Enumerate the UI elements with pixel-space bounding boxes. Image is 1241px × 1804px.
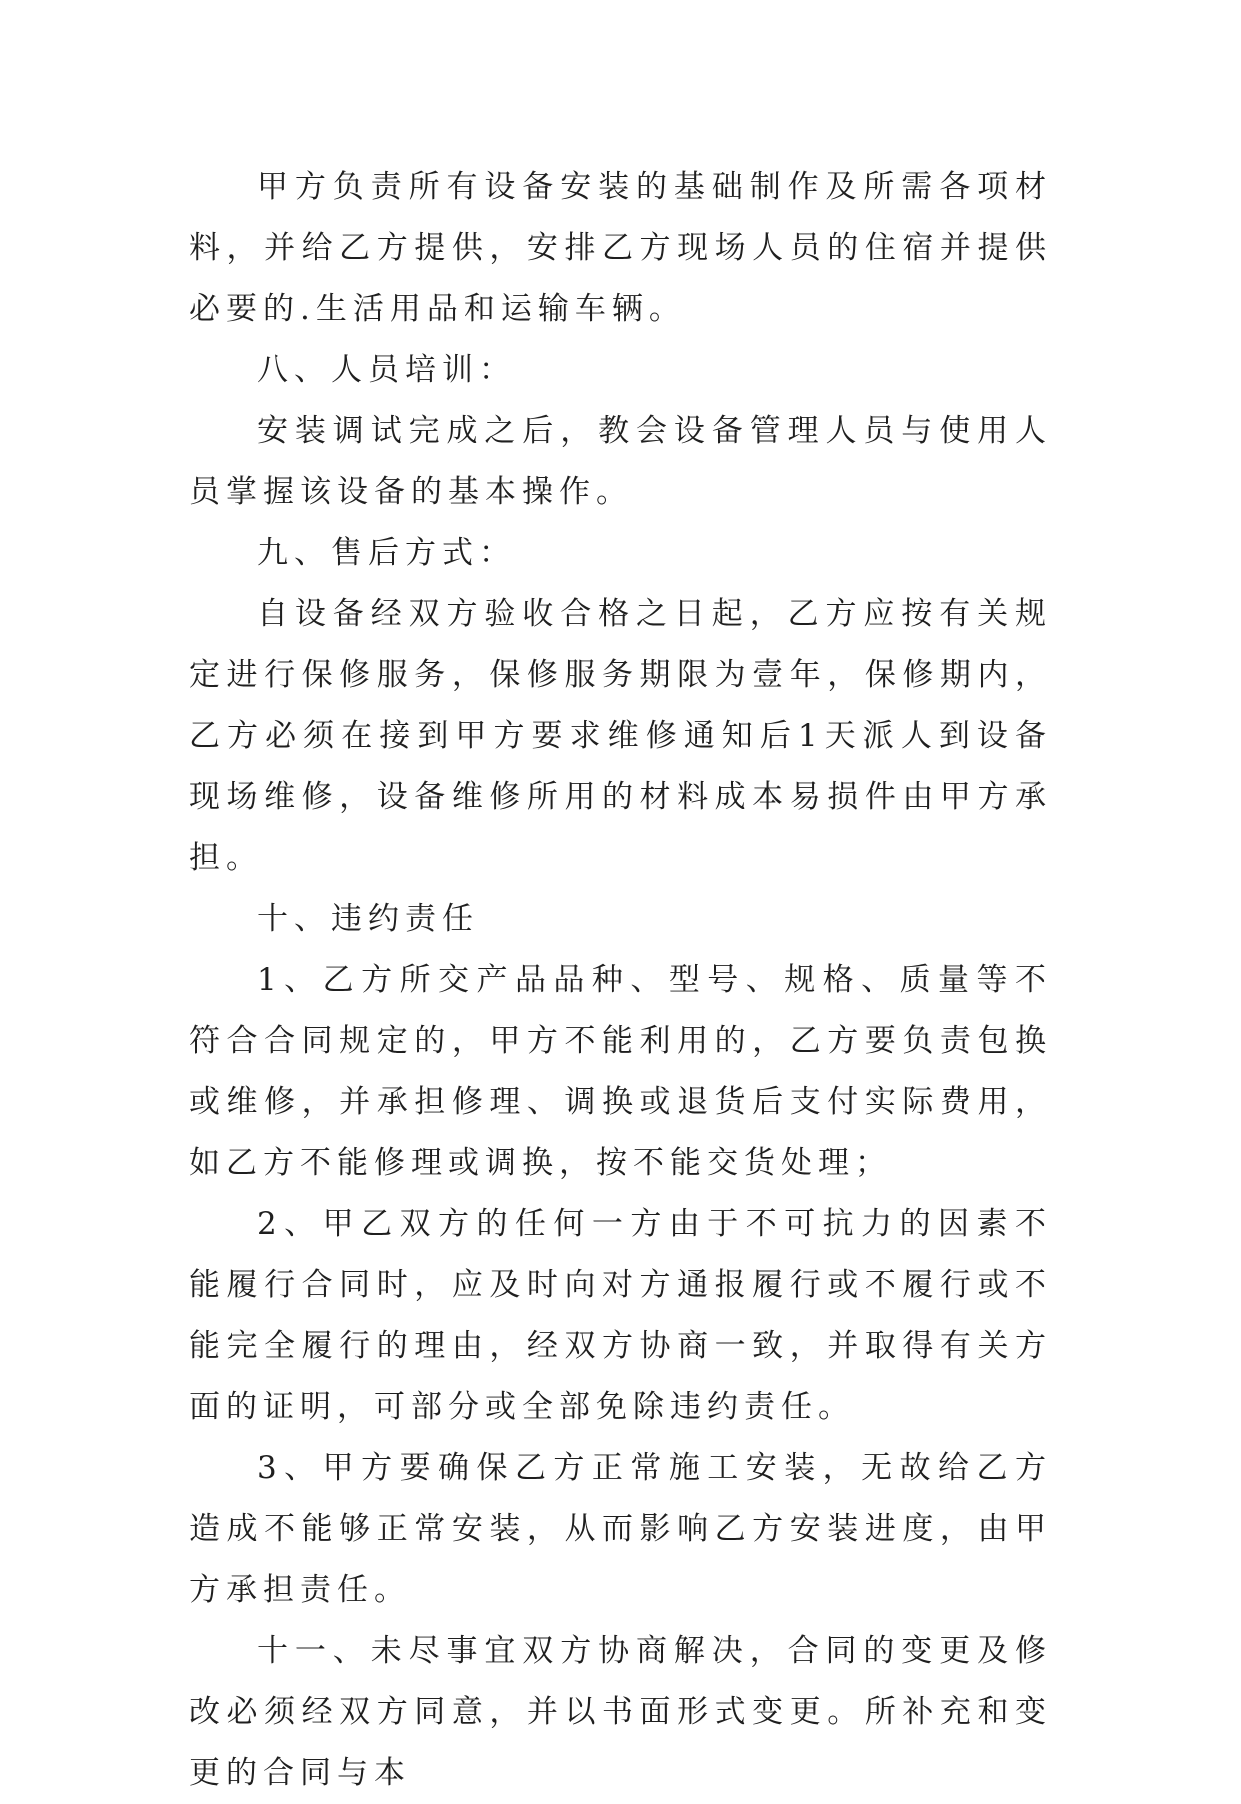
paragraph-liability-1: 1、乙方所交产品品种、型号、规格、质量等不符合合同规定的，甲方不能利用的，乙方要负责包换或维修，并承担修理、调换或退货后支付实际费用，如乙方不能修理或调换，按不能交货处理； [189,962,1052,1181]
section-heading-after-sales: 九、售后方式： [257,535,516,571]
paragraph-liability-2: 2、甲乙双方的任何一方由于不可抗力的因素不能履行合同时，应及时向对方通报履行或不履行或不能完全履行的理由，经双方协商一致，并取得有关方面的证明，可部分或全部免除违约责任。 [189,1206,1052,1425]
paragraph-training: 安装调试完成之后，教会设备管理人员与使用人员掌握该设备的基本操作。 [189,413,1052,510]
paragraph-after-sales: 自设备经双方验收合格之日起，乙方应按有关规定进行保修服务，保修服务期限为壹年，保修期内，乙方必须在接到甲方要求维修通知后1天派人到设备现场维修，设备维修所用的材料成本易损件由甲方承担。 [189,596,1052,876]
document-body [189,157,1052,1804]
section-heading-liability: 十、违约责任 [257,901,479,937]
paragraph-liability-3: 3、甲方要确保乙方正常施工安装，无故给乙方造成不能够正常安装，从而影响乙方安装进度，由甲方承担责任。 [189,1450,1052,1608]
paragraph-foundation-materials: 甲方负责所有设备安装的基础制作及所需各项材料，并给乙方提供，安排乙方现场人员的住宿并提供必要的.生活用品和运输车辆。 [189,169,1052,327]
section-heading-training: 八、人员培训： [257,352,516,388]
paragraph-misc-terms: 十一、未尽事宜双方协商解决，合同的变更及修改必须经双方同意，并以书面形式变更。所补充和变更的合同与本 [189,1633,1052,1791]
